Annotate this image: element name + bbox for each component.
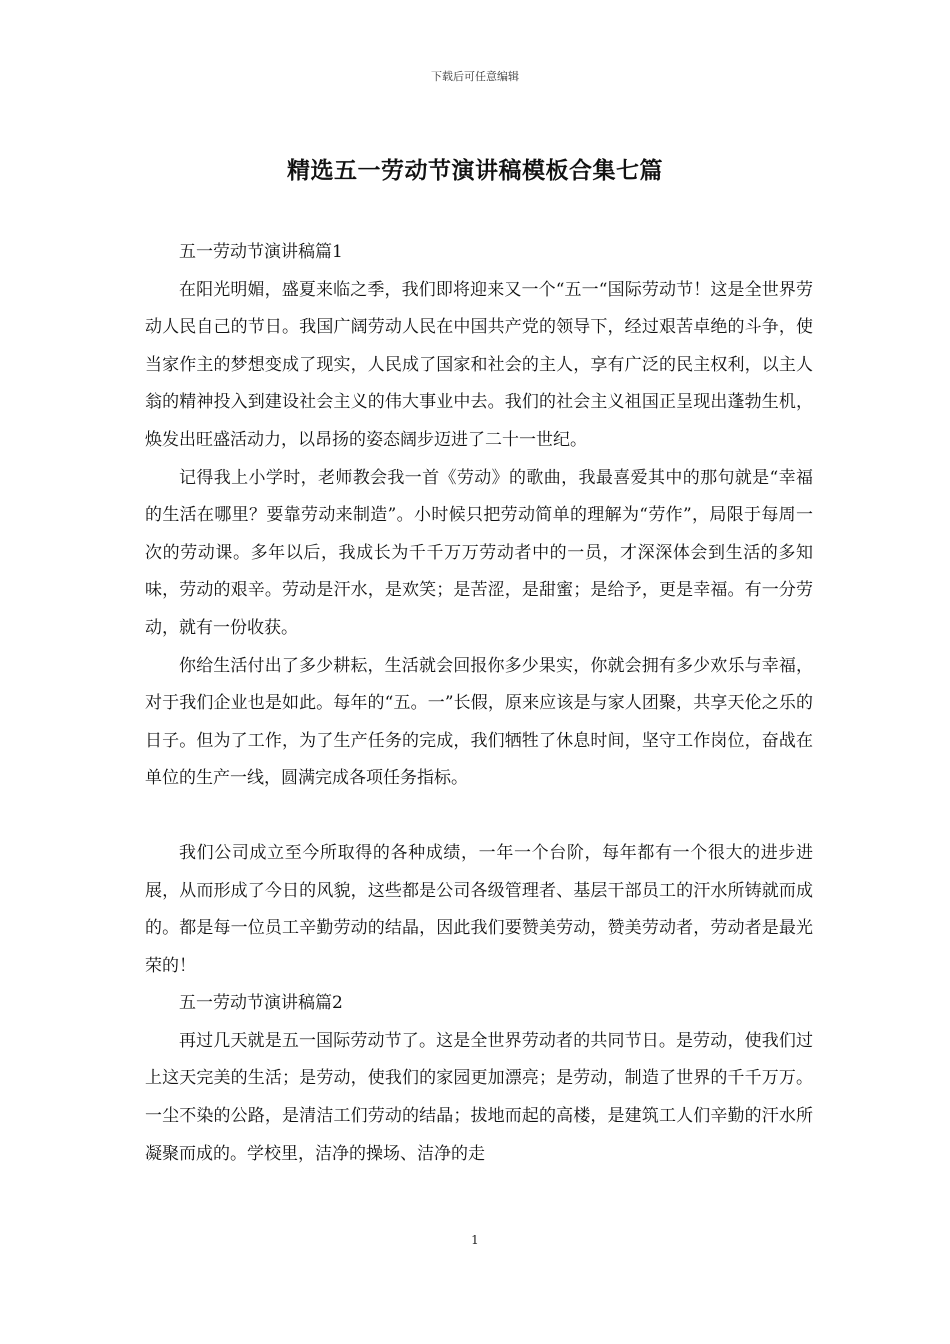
body-paragraph: 在阳光明媚，盛夏来临之季，我们即将迎来又一个“五一“国际劳动节！这是全世界劳动人民自己的节日。我国广阔劳动人民在中国共产党的领导下，经过艰苦卓绝的斗争，使当家作主的梦想变成了现实，人民成了国家和社会的主人，享有广泛的民主权利，以主人翁的精神投入到建设社会主义的伟大事业中去。我们的社会主义祖国正呈现出蓬勃生机，焕发出旺盛活动力，以昂扬的姿态阔步迈进了二十一世纪。 — [145, 279, 813, 450]
body-paragraph: 你给生活付出了多少耕耘，生活就会回报你多少果实，你就会拥有多少欢乐与幸福，对于我们企业也是如此。每年的“五。一”长假，原来应该是与家人团聚，共享天伦之乐的日子。但为了工作，为了生产任务的完成，我们牺牲了休息时间，坚守工作岗位，奋战在单位的生产一线，圆满完成各项任务指标。 — [145, 655, 813, 789]
page-number: 1 — [471, 1233, 479, 1247]
body-paragraph: 记得我上小学时，老师教会我一首《劳动》的歌曲，我最喜爱其中的那句就是“幸福的生活在哪里？要靠劳动来制造”。小时候只把劳动简单的理解为“劳作”，局限于每周一次的劳动课。多年以后，我成长为千千万万劳动者中的一员，才深深体会到生活的多知味，劳动的艰辛。劳动是汗水，是欢笑；是苦涩，是甜蜜；是给予，更是幸福。有一分劳动，就有一份收获。 — [145, 467, 813, 638]
header-note: 下载后可任意编辑 — [431, 70, 519, 83]
document-title: 精选五一劳动节演讲稿模板合集七篇 — [287, 157, 663, 184]
document-body — [145, 234, 813, 1173]
paragraph-gap — [145, 798, 813, 835]
body-paragraph: 再过几天就是五一国际劳动节了。这是全世界劳动者的共同节日。是劳动，使我们过上这天完美的生活；是劳动，使我们的家园更加漂亮；是劳动，制造了世界的千千万万。一尘不染的公路，是清洁工们劳动的结晶；拔地而起的高楼，是建筑工人们辛勤的汗水所凝聚而成的。学校里，洁净的操场、洁净的走 — [145, 1030, 813, 1164]
section-heading-2: 五一劳动节演讲稿篇2 — [179, 993, 343, 1014]
body-paragraph: 我们公司成立至今所取得的各种成绩，一年一个台阶，每年都有一个很大的进步进展，从而形成了今日的风貌，这些都是公司各级管理者、基层干部员工的汗水所铸就而成的。都是每一位员工辛勤劳动的结晶，因此我们要赞美劳动，赞美劳动者，劳动者是最光荣的！ — [145, 842, 813, 976]
section-heading-1: 五一劳动节演讲稿篇1 — [179, 242, 343, 262]
